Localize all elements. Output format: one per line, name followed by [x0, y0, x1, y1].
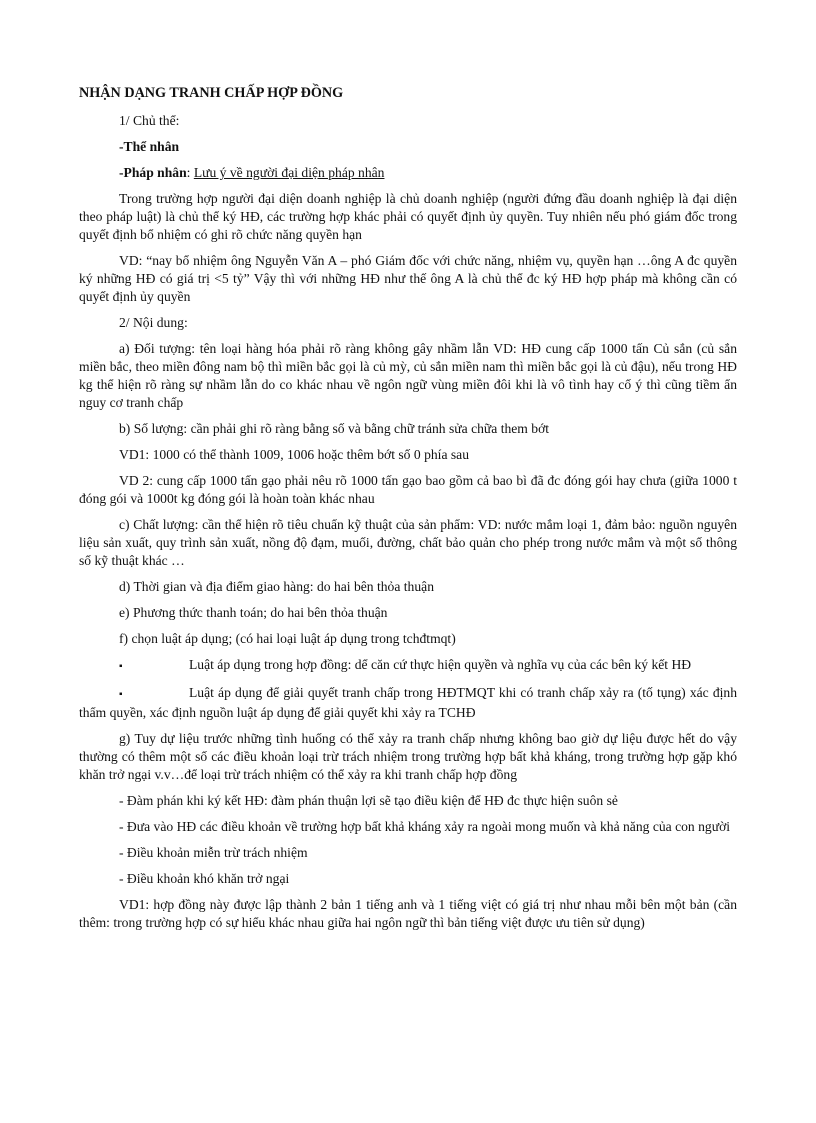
legal-entity-label: -Pháp nhân [119, 165, 187, 180]
section-1-example: VD: “nay bổ nhiệm ông Nguyễn Văn A – phó Giám đốc với chức năng, nhiệm vụ, quyền hạn …ông A đc quyền ký những HĐ có giá trị <5 tỷ” Vậy thì với những HĐ như thế ông A là chủ thể đc ký HĐ hợp pháp mà không cần có quyết định ủy quyền [79, 253, 737, 304]
dash-item-force-majeure: - Đưa vào HĐ các điều khoản về trường hợp bất khả kháng xảy ra ngoài mong muốn và khả năng của con người [119, 819, 731, 834]
dash-item-exemption-clause: - Điều khoản miễn trừ trách nhiệm [119, 845, 308, 860]
square-bullet-icon: ▪ [119, 689, 123, 700]
quantity-example-2: VD 2: cung cấp 1000 tấn gạo phải nêu rõ 1000 tấn gạo bao gồm cả bao bì đã đc đóng gói hay chưa (giữa 1000 t đóng gói và 1000t kg đóng gói là hoàn toàn khác nhau [79, 473, 737, 506]
item-g-exemptions: g) Tuy dự liệu trước những tình huống có thể xảy ra tranh chấp nhưng không bao giờ dự liệu được hết do vậy thường có thêm một số các điều khoản loại trừ trách nhiệm trong trường hợp bất khả kháng, trong trường hợp gặp khó khăn trở ngại v.v…để loại trừ trách nhiệm có thể xảy ra khi tranh chấp hợp đồng [79, 731, 737, 782]
quantity-example-1: VD1: 1000 có thể thành 1009, 1006 hoặc thêm bớt số 0 phía sau [119, 447, 469, 462]
section-1-heading: 1/ Chủ thể: [119, 113, 180, 128]
item-legal-entity [79, 164, 737, 182]
item-a-subject: a) Đối tượng: tên loại hàng hóa phải rõ ràng không gây nhầm lẫn VD: HĐ cung cấp 1000 tấn Củ sắn (củ sắn miền bắc, theo miền đông nam bộ thì miền bắc gọi là củ mỳ, củ sắn miền nam thì miền bắc gọi là củ đậu), nếu trong HĐ kg thể hiện rõ ràng sự nhầm lẫn do co khác nhau về ngôn ngữ vùng miền đôi khi là vô tình hay cố ý thì cũng tiềm ẩn nguy cơ tranh chấp [79, 341, 737, 410]
item-b-quantity: b) Số lượng: cần phải ghi rõ ràng bằng số và bằng chữ tránh sửa chữa them bớt [119, 421, 550, 436]
dash-item-negotiation: - Đàm phán khi ký kết HĐ: đàm phán thuận lợi sẽ tạo điều kiện để HĐ đc thực hiện suôn sẻ [119, 793, 618, 808]
document-body [79, 84, 737, 940]
item-e-payment: e) Phương thức thanh toán; do hai bên thỏa thuận [119, 605, 388, 620]
bullet-2-text: Luật áp dụng để giải quyết tranh chấp trong HĐTMQT khi có tranh chấp xảy ra (tố tụng) xác định thẩm quyền, xác định nguồn luật áp dụng để giải quyết khi xảy ra TCHĐ [79, 685, 737, 720]
document-title: NHẬN DẠNG TRANH CHẤP HỢP ĐỒNG [79, 85, 344, 101]
section-2-heading: 2/ Nội dung: [119, 315, 188, 330]
legal-entity-note: Lưu ý về người đại diện pháp nhân [193, 165, 385, 180]
item-f-applicable-law: f) chọn luật áp dụng; (có hai loại luật áp dụng trong tchđtmqt) [119, 631, 456, 646]
section-1-paragraph-1: Trong trường hợp người đại diện doanh nghiệp là chủ doanh nghiệp (người đứng đầu doanh nghiệp là đại diện theo pháp luật) là chủ thể ký HĐ, các trường hợp khác phải có quyết định ủy quyền. Tuy nhiên nếu phó giám đốc trong quyết định bổ nhiệm có ghi rõ chức năng quyền hạn [79, 191, 737, 242]
item-natural-person: -Thể nhân [119, 139, 180, 154]
bullet-1-text: Luật áp dụng trong hợp đồng: dể căn cứ thực hiện quyền và nghĩa vụ của các bên ký kết HĐ [189, 657, 692, 672]
final-example: VD1: hợp đồng này được lập thành 2 bản 1 tiếng anh và 1 tiếng việt có giá trị như nhau mỗi bên một bản (cần thêm: trong trường hợp có sự hiểu khác nhau giữa hai ngôn ngữ thì bản tiếng việt được ưu tiên sử dụng) [79, 897, 737, 930]
legal-entity-separator: : [186, 165, 194, 180]
item-c-quality: c) Chất lượng: cần thể hiện rõ tiêu chuẩn kỹ thuật của sản phẩm: VD: nước mắm loại 1, đảm bảo: nguồn nguyên liệu sản xuất, quy trình sản xuất, nồng độ đạm, muối, đường, chất bảo quản cho phép trong nước mắm và một số thông số kỹ thuật khác … [79, 517, 737, 568]
item-d-delivery: d) Thời gian và địa điểm giao hàng: do hai bên thỏa thuận [119, 579, 434, 594]
bullet-item-2 [79, 684, 737, 722]
dash-item-hardship-clause: - Điều khoản khó khăn trở ngại [119, 871, 290, 886]
bullet-item-1 [79, 656, 737, 676]
square-bullet-icon: ▪ [119, 661, 123, 672]
